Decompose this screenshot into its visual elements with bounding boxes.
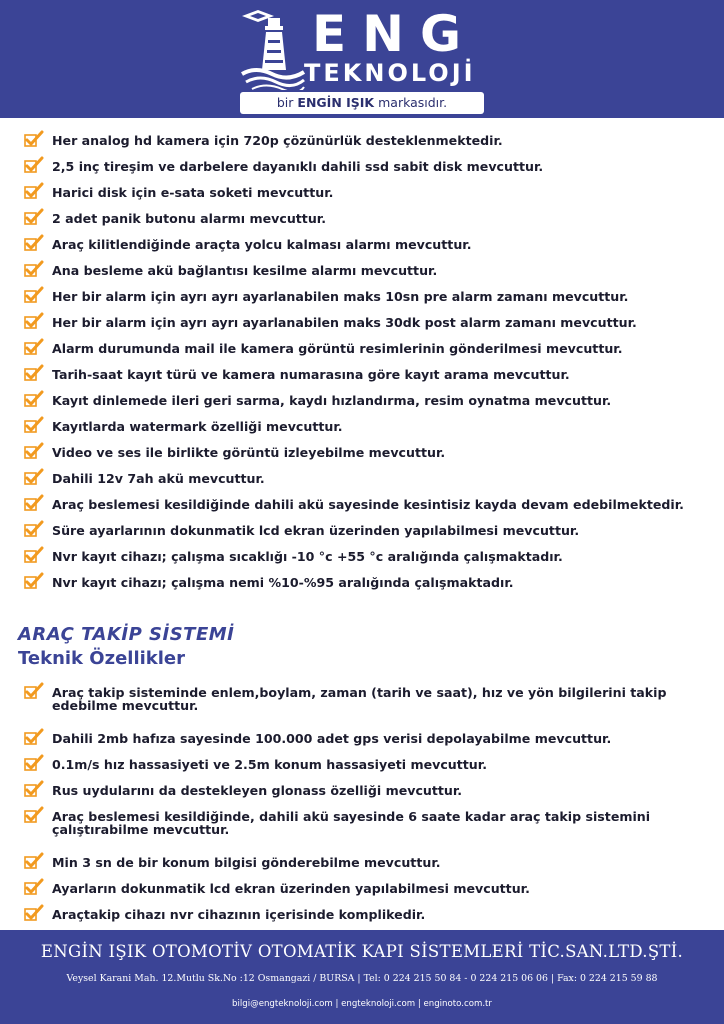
checkmark-icon (24, 572, 44, 590)
checkmark-icon (24, 286, 44, 304)
tagline-post: markasıdır. (378, 95, 448, 110)
tracking-feature-list (24, 686, 714, 934)
list-item-text: Dahili 2mb hafıza sayesinde 100.000 adet gps verisi depolayabilme mevcuttur. (52, 731, 612, 746)
list-item-text: Dahili 12v 7ah akü mevcuttur. (52, 471, 265, 486)
checkmark-icon (24, 520, 44, 538)
checkmark-icon (24, 728, 44, 746)
checkmark-icon (24, 806, 44, 824)
section-title: ARAÇ TAKİP SİSTEMİ (18, 624, 235, 645)
section-subtitle: Teknik Özellikler (18, 648, 186, 669)
list-item (24, 472, 714, 498)
list-item-text: Süre ayarlarının dokunmatik lcd ekran üzerinden yapılabilmesi mevcuttur. (52, 523, 580, 538)
checkmark-icon (24, 904, 44, 922)
list-item-text: Araçtakip cihazı nvr cihazının içerisinde komplikedir. (52, 907, 426, 922)
checkmark-icon (24, 494, 44, 512)
list-item-text: Kayıt dinlemede ileri geri sarma, kaydı hızlandırma, resim oynatma mevcuttur. (52, 393, 612, 408)
list-item (24, 784, 714, 810)
list-item (24, 342, 714, 368)
list-item (24, 576, 714, 602)
checkmark-icon (24, 754, 44, 772)
header-banner (0, 0, 724, 118)
checkmark-icon (24, 156, 44, 174)
checkmark-icon (24, 234, 44, 252)
lighthouse-logo-icon (238, 10, 306, 90)
list-item (24, 368, 714, 394)
list-item (24, 810, 714, 856)
list-item (24, 290, 714, 316)
list-item-text: Harici disk için e-sata soketi mevcuttur. (52, 185, 334, 200)
footer-banner (0, 930, 724, 1024)
list-item-text: Ayarların dokunmatik lcd ekran üzerinden yapılabilmesi mevcuttur. (52, 881, 530, 896)
nvr-feature-list (24, 134, 714, 602)
list-item (24, 420, 714, 446)
checkmark-icon (24, 208, 44, 226)
list-item-text: 2,5 inç tireşim ve darbelere dayanıklı dahili ssd sabit disk mevcuttur. (52, 159, 544, 174)
list-item (24, 498, 714, 524)
checkmark-icon (24, 312, 44, 330)
checkmark-icon (24, 852, 44, 870)
tagline-pre: bir (276, 95, 294, 110)
tagline (240, 92, 484, 114)
checkmark-icon (24, 546, 44, 564)
list-item-text: 0.1m/s hız hassasiyeti ve 2.5m konum hassasiyeti mevcuttur. (52, 757, 487, 772)
list-item (24, 394, 714, 420)
list-item-text: Her bir alarm için ayrı ayrı ayarlanabilen maks 30dk post alarm zamanı mevcuttur. (52, 315, 637, 330)
list-item (24, 856, 714, 882)
list-item (24, 882, 714, 908)
list-item (24, 550, 714, 576)
list-item-text: Min 3 sn de bir konum bilgisi gönderebilme mevcuttur. (52, 855, 441, 870)
list-item (24, 186, 714, 212)
list-item-text: Her bir alarm için ayrı ayrı ayarlanabilen maks 10sn pre alarm zamanı mevcuttur. (52, 289, 629, 304)
checkmark-icon (24, 260, 44, 278)
footer-web: bilgi@engteknoloji.com | engteknoloji.com | enginoto.com.tr (232, 999, 492, 1009)
checkmark-icon (24, 416, 44, 434)
list-item-text: Rus uydularını da destekleyen glonass özelliği mevcuttur. (52, 783, 463, 798)
list-item-text: Araç beslemesi kesildiğinde, dahili akü sayesinde 6 saate kadar araç takip sistemini çalıştırabilme mevcuttur. (52, 809, 651, 837)
list-item (24, 160, 714, 186)
brand-subtitle: TEKNOLOJİ (304, 59, 476, 87)
list-item-text: Her analog hd kamera için 720p çözünürlük desteklenmektedir. (52, 133, 503, 148)
list-item-text: Video ve ses ile birlikte görüntü izleyebilme mevcuttur. (52, 445, 446, 460)
list-item (24, 212, 714, 238)
list-item-text: Araç kilitlendiğinde araçta yolcu kalması alarmı mevcuttur. (52, 237, 472, 252)
list-item-text: Araç takip sisteminde enlem,boylam, zaman (tarih ve saat), hız ve yön bilgilerini takip edebilme mevcuttur. (52, 685, 667, 713)
list-item-text: Alarm durumunda mail ile kamera görüntü resimlerinin gönderilmesi mevcuttur. (52, 341, 623, 356)
checkmark-icon (24, 442, 44, 460)
list-item (24, 238, 714, 264)
list-item-text: Nvr kayıt cihazı; çalışma sıcaklığı -10 °c +55 °c aralığında çalışmaktadır. (52, 549, 563, 564)
list-item-text: Tarih-saat kayıt türü ve kamera numarasına göre kayıt arama mevcuttur. (52, 367, 570, 382)
list-item (24, 134, 714, 160)
list-item (24, 758, 714, 784)
list-item (24, 316, 714, 342)
list-item (24, 732, 714, 758)
checkmark-icon (24, 682, 44, 700)
list-item-text: 2 adet panik butonu alarmı mevcuttur. (52, 211, 326, 226)
footer-company: ENGİN IŞIK OTOMOTİV OTOMATİK KAPI SİSTEMLERİ TİC.SAN.LTD.ŞTİ. (40, 942, 684, 961)
checkmark-icon (24, 182, 44, 200)
list-item-text: Kayıtlarda watermark özelliği mevcuttur. (52, 419, 343, 434)
tagline-brand: ENGİN IŞIK (297, 95, 375, 110)
list-item-text: Ana besleme akü bağlantısı kesilme alarmı mevcuttur. (52, 263, 438, 278)
footer-address: Veysel Karani Mah. 12.Mutlu Sk.No :12 Osmangazi / BURSA | Tel: 0 224 215 50 84 - 0 224 215 06 06 | Fax: 0 224 215 59 88 (66, 973, 658, 984)
list-item (24, 686, 714, 732)
checkmark-icon (24, 364, 44, 382)
list-item (24, 446, 714, 472)
checkmark-icon (24, 468, 44, 486)
checkmark-icon (24, 780, 44, 798)
list-item (24, 524, 714, 550)
brand-name: ENG (312, 5, 478, 63)
list-item-text: Nvr kayıt cihazı; çalışma nemi %10-%95 aralığında çalışmaktadır. (52, 575, 514, 590)
list-item (24, 264, 714, 290)
checkmark-icon (24, 878, 44, 896)
list-item-text: Araç beslemesi kesildiğinde dahili akü sayesinde kesintisiz kayda devam edebilmektedir. (52, 497, 684, 512)
checkmark-icon (24, 130, 44, 148)
checkmark-icon (24, 338, 44, 356)
checkmark-icon (24, 390, 44, 408)
